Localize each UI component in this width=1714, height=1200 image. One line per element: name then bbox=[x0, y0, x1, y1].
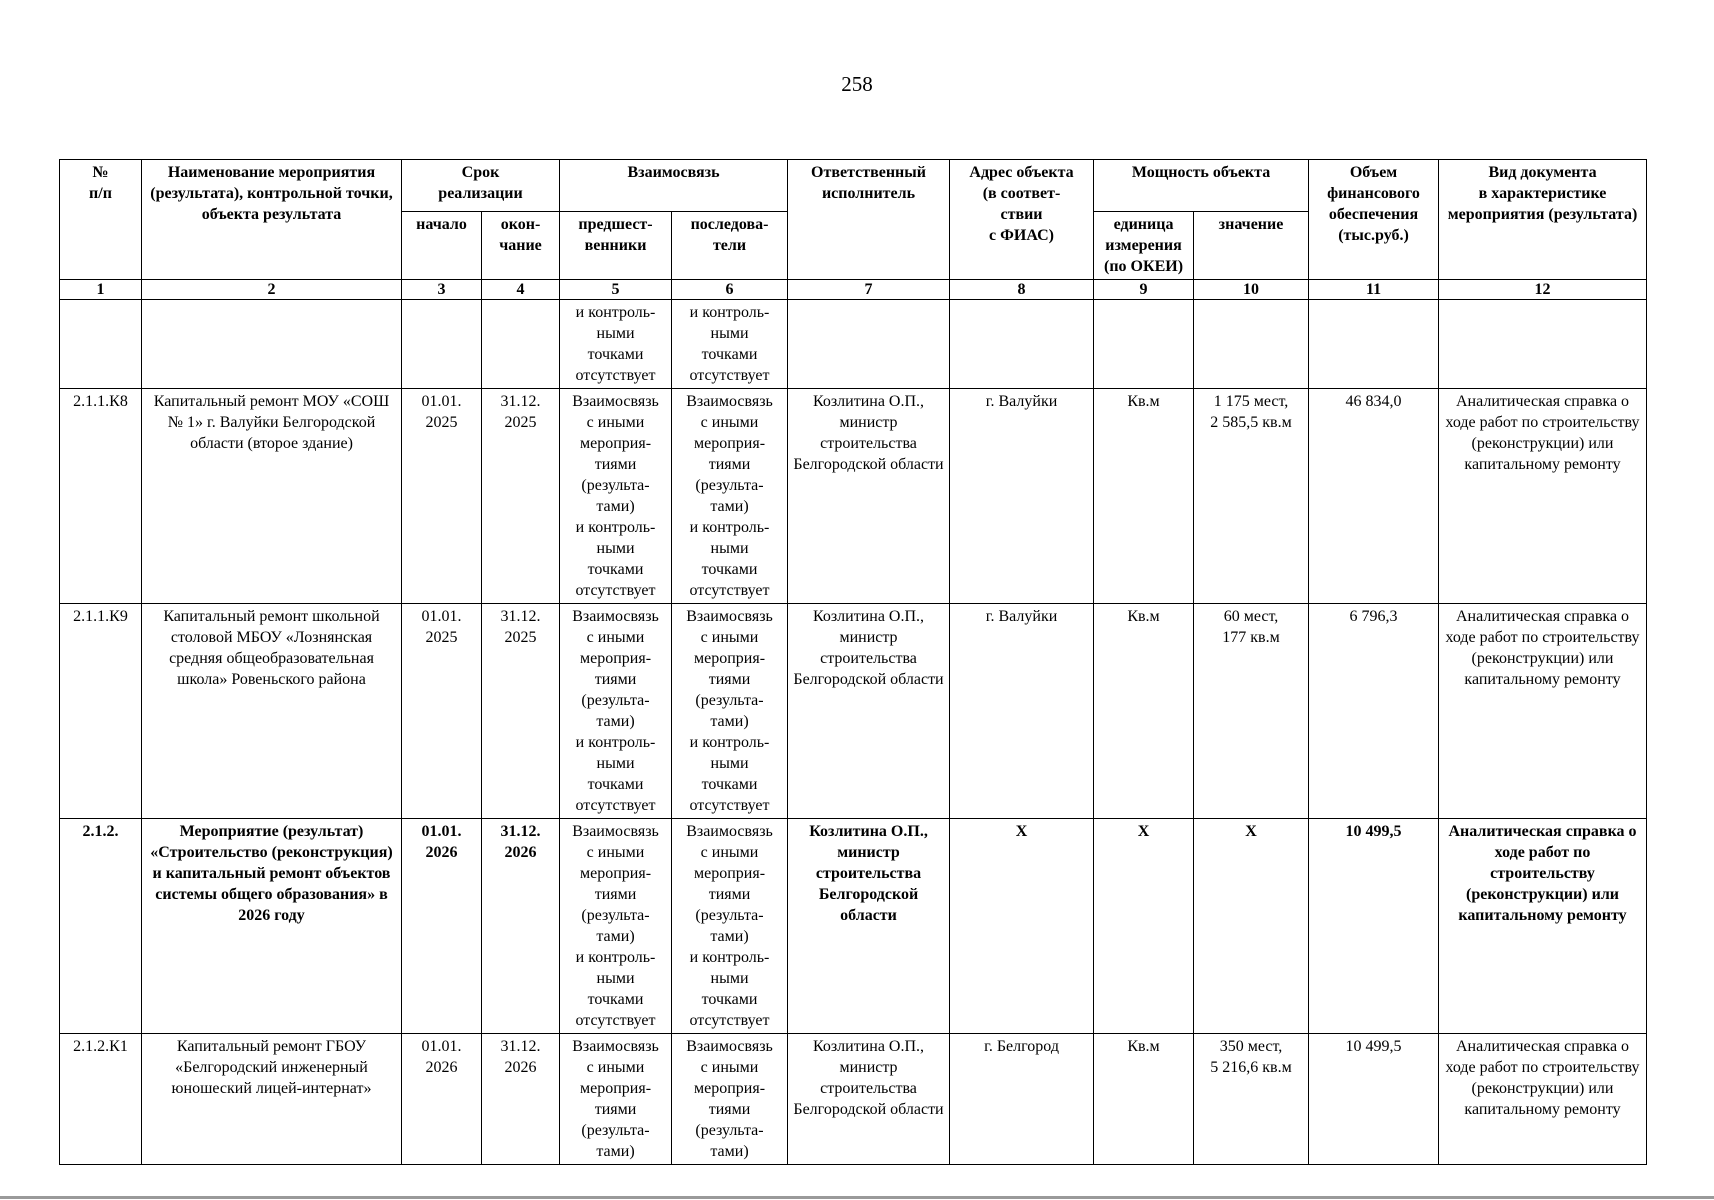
col-number: 10 bbox=[1194, 280, 1309, 300]
scan-edge-line bbox=[0, 1196, 1714, 1199]
cell-address bbox=[950, 300, 1094, 389]
cell-start: 01.01. 2026 bbox=[402, 819, 482, 1034]
cell-responsible: Козлитина О.П., министр строительства Белгородской области bbox=[788, 389, 950, 604]
cell-start: 01.01. 2026 bbox=[402, 1034, 482, 1165]
cell-name: Капитальный ремонт ГБОУ «Белгородский инженерный юношеский лицей-интернат» bbox=[142, 1034, 402, 1165]
header-finance: Объем финансового обеспечения (тыс.руб.) bbox=[1309, 160, 1439, 280]
cell-address: Х bbox=[950, 819, 1094, 1034]
cell-finance: 6 796,3 bbox=[1309, 604, 1439, 819]
col-number: 2 bbox=[142, 280, 402, 300]
cell-successors: Взаимосвязь с иными мероприя- тиями (результа- тами) и контроль- ными точками отсутствует bbox=[672, 819, 788, 1034]
header-start: начало bbox=[402, 212, 482, 280]
cell-value: 1 175 мест, 2 585,5 кв.м bbox=[1194, 389, 1309, 604]
cell-name bbox=[142, 300, 402, 389]
col-number: 12 bbox=[1439, 280, 1647, 300]
cell-start: 01.01. 2025 bbox=[402, 604, 482, 819]
header-responsible: Ответственный исполнитель bbox=[788, 160, 950, 280]
cell-predecessors: Взаимосвязь с иными мероприя- тиями (результа- тами) и контроль- ными точками отсутствует bbox=[560, 604, 672, 819]
cell-predecessors: и контроль- ными точками отсутствует bbox=[560, 300, 672, 389]
cell-num: 2.1.1.К8 bbox=[60, 389, 142, 604]
cell-name: Мероприятие (результат) «Строительство (реконструкция) и капитальный ремонт объектов системы общего образования» в 2026 году bbox=[142, 819, 402, 1034]
col-number: 3 bbox=[402, 280, 482, 300]
activities-table bbox=[59, 159, 1647, 1165]
header-address: Адрес объекта (в соответ- ствии с ФИАС) bbox=[950, 160, 1094, 280]
table-row bbox=[60, 1034, 1647, 1165]
header-name: Наименование мероприятия (результата), контрольной точки, объекта результата bbox=[142, 160, 402, 280]
col-number: 5 bbox=[560, 280, 672, 300]
col-number: 7 bbox=[788, 280, 950, 300]
cell-name: Капитальный ремонт школьной столовой МБОУ «Лознянская средняя общеобразовательная школа» Ровеньского района bbox=[142, 604, 402, 819]
cell-document: Аналитическая справка о ходе работ по строительству (реконструкции) или капитальному ремонту bbox=[1439, 819, 1647, 1034]
cell-unit: Кв.м bbox=[1094, 1034, 1194, 1165]
header-unit: единица измерения (по ОКЕИ) bbox=[1094, 212, 1194, 280]
cell-unit: Х bbox=[1094, 819, 1194, 1034]
cell-predecessors: Взаимосвязь с иными мероприя- тиями (результа- тами) и контроль- ными точками отсутствует bbox=[560, 389, 672, 604]
cell-end: 31.12. 2026 bbox=[482, 1034, 560, 1165]
col-number: 11 bbox=[1309, 280, 1439, 300]
cell-document: Аналитическая справка о ходе работ по строительству (реконструкции) или капитальному ремонту bbox=[1439, 389, 1647, 604]
cell-successors: и контроль- ными точками отсутствует bbox=[672, 300, 788, 389]
cell-start: 01.01. 2025 bbox=[402, 389, 482, 604]
cell-document bbox=[1439, 300, 1647, 389]
cell-predecessors: Взаимосвязь с иными мероприя- тиями (результа- тами) bbox=[560, 1034, 672, 1165]
cell-responsible: Козлитина О.П., министр строительства Белгородской области bbox=[788, 604, 950, 819]
table-row bbox=[60, 389, 1647, 604]
cell-successors: Взаимосвязь с иными мероприя- тиями (результа- тами) и контроль- ными точками отсутствует bbox=[672, 604, 788, 819]
cell-end: 31.12. 2026 bbox=[482, 819, 560, 1034]
cell-finance bbox=[1309, 300, 1439, 389]
cell-unit bbox=[1094, 300, 1194, 389]
cell-num: 2.1.1.К9 bbox=[60, 604, 142, 819]
table-row bbox=[60, 604, 1647, 819]
cell-finance: 10 499,5 bbox=[1309, 1034, 1439, 1165]
header-relation: Взаимосвязь bbox=[560, 160, 788, 212]
col-number: 9 bbox=[1094, 280, 1194, 300]
table-row bbox=[60, 300, 1647, 389]
cell-value: 60 мест, 177 кв.м bbox=[1194, 604, 1309, 819]
col-number: 1 bbox=[60, 280, 142, 300]
cell-num: 2.1.2.К1 bbox=[60, 1034, 142, 1165]
cell-successors: Взаимосвязь с иными мероприя- тиями (результа- тами) bbox=[672, 1034, 788, 1165]
col-number: 6 bbox=[672, 280, 788, 300]
cell-name: Капитальный ремонт МОУ «СОШ № 1» г. Валуйки Белгородской области (второе здание) bbox=[142, 389, 402, 604]
cell-end bbox=[482, 300, 560, 389]
cell-finance: 10 499,5 bbox=[1309, 819, 1439, 1034]
cell-value: Х bbox=[1194, 819, 1309, 1034]
cell-num bbox=[60, 300, 142, 389]
header-value: значение bbox=[1194, 212, 1309, 280]
cell-responsible: Козлитина О.П., министр строительства Белгородской области bbox=[788, 819, 950, 1034]
cell-address: г. Валуйки bbox=[950, 604, 1094, 819]
header-period: Срок реализации bbox=[402, 160, 560, 212]
header-predecessors: предшест- венники bbox=[560, 212, 672, 280]
col-number: 8 bbox=[950, 280, 1094, 300]
header-successors: последова- тели bbox=[672, 212, 788, 280]
page-number: 258 bbox=[841, 72, 873, 96]
cell-unit: Кв.м bbox=[1094, 389, 1194, 604]
header-capacity: Мощность объекта bbox=[1094, 160, 1309, 212]
cell-responsible bbox=[788, 300, 950, 389]
cell-num: 2.1.2. bbox=[60, 819, 142, 1034]
cell-document: Аналитическая справка о ходе работ по строительству (реконструкции) или капитальному ремонту bbox=[1439, 604, 1647, 819]
cell-successors: Взаимосвязь с иными мероприя- тиями (результа- тами) и контроль- ными точками отсутствует bbox=[672, 389, 788, 604]
cell-unit: Кв.м bbox=[1094, 604, 1194, 819]
header-end: окон- чание bbox=[482, 212, 560, 280]
cell-start bbox=[402, 300, 482, 389]
cell-value: 350 мест, 5 216,6 кв.м bbox=[1194, 1034, 1309, 1165]
header-document: Вид документа в характеристике мероприятия (результата) bbox=[1439, 160, 1647, 280]
cell-document: Аналитическая справка о ходе работ по строительству (реконструкции) или капитальному ремонту bbox=[1439, 1034, 1647, 1165]
cell-finance: 46 834,0 bbox=[1309, 389, 1439, 604]
header-num: № п/п bbox=[60, 160, 142, 280]
cell-address: г. Белгород bbox=[950, 1034, 1094, 1165]
col-number: 4 bbox=[482, 280, 560, 300]
table-row-summary bbox=[60, 819, 1647, 1034]
cell-predecessors: Взаимосвязь с иными мероприя- тиями (результа- тами) и контроль- ными точками отсутствует bbox=[560, 819, 672, 1034]
cell-address: г. Валуйки bbox=[950, 389, 1094, 604]
cell-responsible: Козлитина О.П., министр строительства Белгородской области bbox=[788, 1034, 950, 1165]
cell-value bbox=[1194, 300, 1309, 389]
cell-end: 31.12. 2025 bbox=[482, 389, 560, 604]
cell-end: 31.12. 2025 bbox=[482, 604, 560, 819]
